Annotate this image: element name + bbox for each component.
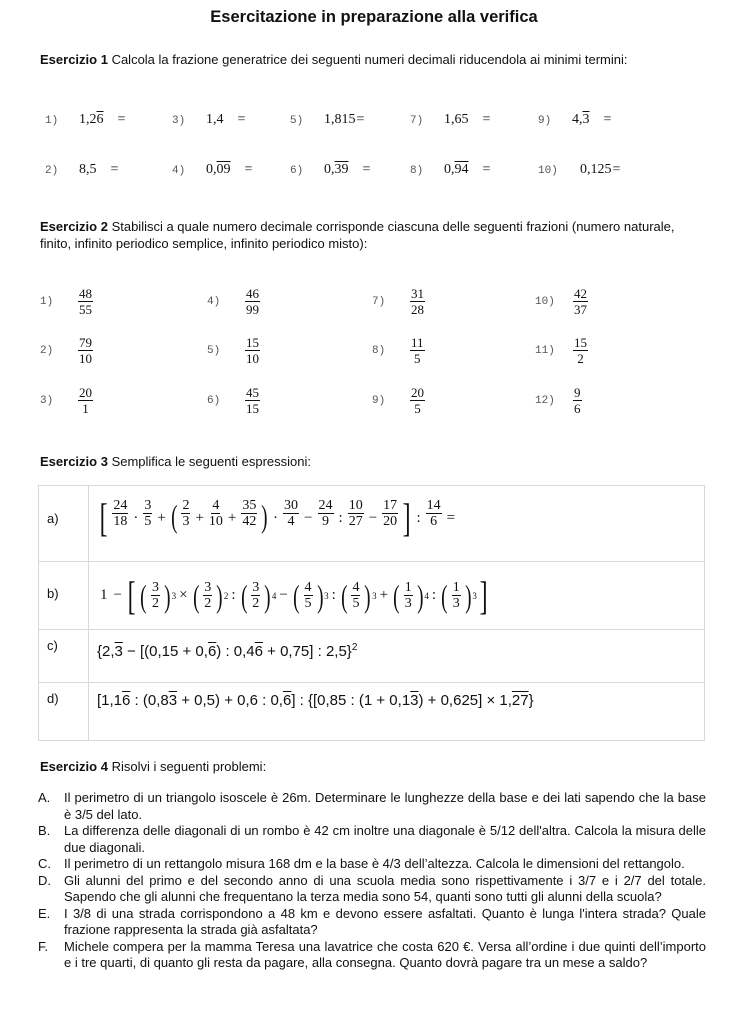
integer-part: 4, (572, 112, 583, 127)
expressions-table (38, 485, 705, 741)
numerator: 79 (79, 335, 92, 350)
problem-item (38, 906, 706, 939)
decimal-number (324, 162, 349, 177)
item-number: 2) (45, 165, 59, 177)
decimal-number (324, 112, 356, 127)
integer-part: 0, (206, 162, 217, 177)
fraction (78, 386, 93, 415)
equals-sign: = (482, 112, 491, 127)
equals-sign: = (482, 162, 491, 177)
fraction (151, 580, 160, 611)
problems-list (38, 790, 706, 972)
numerator: 3 (151, 580, 159, 595)
denominator: 5 (352, 596, 360, 611)
fraction (304, 580, 313, 611)
problem-text: I 3/8 di una strada corrispondono a 48 km e devono essere asfaltati. Quanto è lunga l'intera strada? Quale frazione rappresenta la strada già asfaltata? (64, 905, 706, 937)
item-number: 3) (172, 115, 186, 127)
decimal-number (444, 112, 469, 127)
item-number: 1) (45, 115, 59, 127)
fraction-item (372, 386, 425, 415)
left-bracket: [ (127, 572, 136, 618)
item-number: 5) (207, 344, 221, 357)
problem-item (38, 856, 706, 873)
decimal-item (538, 110, 611, 128)
numerator: 4 (352, 580, 360, 595)
left-paren: ( (292, 577, 300, 614)
equals-sign: = (612, 162, 621, 177)
denominator: 37 (574, 302, 587, 317)
exponent: 4 (424, 590, 429, 601)
decimal-item (45, 110, 125, 128)
right-paren: ) (364, 577, 372, 614)
problem-letter: E. (38, 905, 51, 921)
expression-a: [ 24 18 · 3 5 + ( 2 3 + $\frac{4}{10}$ + $\frac{35}{42}$ ) · 30 4 − $\frac{24}{9}$ : 10 27 − $\frac{17}{20}$ ] : $\frac{14}{6}$ = (99, 495, 456, 540)
fraction (404, 580, 413, 611)
item-number: 1) (40, 295, 54, 308)
fraction: 30 4 (284, 498, 299, 529)
fraction (410, 287, 425, 316)
decimal-item (172, 160, 252, 178)
fraction (245, 386, 260, 415)
problem-text: La differenza delle diagonali di un rombo è 42 cm inoltre una diagonale è 5/12 dell'altra. Calcola la misura delle due diagonali. (64, 823, 706, 855)
denominator: 5 (414, 401, 421, 416)
exercise-3-heading (40, 453, 700, 470)
decimal-number (79, 112, 104, 127)
denominator: 1 (82, 401, 89, 416)
numerator: 15 (574, 335, 587, 350)
problem-text: Il perimetro di un triangolo isoscele è 26m. Determinare le lunghezze della base e dei lati sapendo che la base è 3/5 del lato. (64, 790, 706, 822)
fraction: 10 27 (348, 498, 363, 529)
power-term (239, 577, 277, 614)
item-number: 6) (207, 394, 221, 407)
power-term (138, 577, 177, 614)
fraction: $\frac{14}{6}$ (426, 498, 441, 529)
expression-row-c (39, 630, 704, 683)
equals-sign: = (237, 112, 246, 127)
row-label: b) (39, 562, 89, 629)
operator: + (379, 587, 389, 603)
expression-row-b (39, 562, 704, 630)
fraction (251, 580, 260, 611)
fraction: $\frac{4}{10}$ (208, 498, 223, 529)
operator: : (331, 587, 336, 603)
item-number: 3) (40, 394, 54, 407)
fraction-item (372, 336, 425, 365)
exercise-4-instruction: Risolvi i seguenti problemi: (111, 759, 267, 774)
power-term (439, 577, 477, 614)
expression-d: [1,16 : (0,83 + 0,5) + 0,6 : 0,6] : {[0,85 : (1 + 0,13) + 0,625] × 1,27} (97, 692, 534, 709)
fraction: $\frac{17}{20}$ (383, 498, 398, 529)
denominator: 2 (151, 596, 159, 611)
integer-part: 1,4 (206, 112, 224, 127)
denominator: 2 (577, 351, 584, 366)
periodic-digit: 3 (114, 643, 123, 660)
fraction: $\frac{24}{9}$ (318, 498, 333, 529)
denominator: 5 (304, 596, 312, 611)
numerator: 20 (79, 385, 92, 400)
periodic-part: 39 (334, 162, 349, 177)
item-number: 12) (535, 394, 555, 407)
operator: × (179, 587, 188, 603)
problem-item (38, 790, 706, 823)
periodic-digit: 6 (122, 692, 131, 709)
exponent: 2 (223, 590, 229, 601)
denominator: 2 (204, 596, 212, 611)
right-paren: ) (464, 577, 472, 614)
exercise-3-instruction: Semplifica le seguenti espressioni: (111, 454, 311, 469)
expression-b (89, 562, 704, 629)
periodic-part: 6 (96, 112, 104, 127)
left-paren: ( (240, 577, 248, 614)
numerator: 46 (246, 286, 259, 301)
exponent: 3 (372, 590, 377, 601)
fraction (410, 386, 425, 415)
fraction-item (535, 287, 588, 316)
item-number: 7) (410, 115, 424, 127)
denominator: 15 (246, 401, 259, 416)
periodic-digit: 6 (254, 643, 263, 660)
decimal-item (290, 160, 370, 178)
exponent: 3 (472, 590, 477, 601)
periodic-part: 09 (216, 162, 231, 177)
denominator: 3 (452, 596, 460, 611)
fraction (410, 336, 425, 365)
non-periodic-part: 2 (89, 112, 97, 127)
equals-sign: = (362, 162, 371, 177)
item-number: 4) (207, 295, 221, 308)
exercise-4-label: Esercizio 4 (40, 759, 108, 774)
fraction-item (372, 287, 425, 316)
periodic-part: 94 (454, 162, 469, 177)
denominator: 6 (574, 401, 581, 416)
fraction: 24 18 (113, 498, 128, 529)
right-paren: ) (164, 577, 171, 614)
exponent: 3 (171, 590, 177, 601)
equals-sign: = (244, 162, 253, 177)
left-paren: ( (441, 577, 448, 614)
denominator: 99 (246, 302, 259, 317)
decimal-item (410, 110, 490, 128)
problem-item (38, 823, 706, 856)
numerator: 1 (404, 580, 412, 595)
numerator: 15 (246, 335, 259, 350)
power-term (191, 577, 229, 614)
integer-part: 0,125 (580, 162, 612, 177)
item-number: 8) (410, 165, 424, 177)
problem-text: Gli alunni del primo e del secondo anno di una scuola media sono rispettivamente i 3/7 e i 2/7 del totale. Sapendo che gli alunni che frequentano la terza media sono 54, quanti sono tutti gli alunni della scuola? (64, 872, 706, 904)
right-paren: ) (216, 577, 223, 614)
item-number: 2) (40, 344, 54, 357)
denominator: 2 (252, 596, 260, 611)
problem-letter: B. (38, 823, 51, 838)
denominator: 55 (79, 302, 92, 317)
decimal-item (172, 110, 245, 128)
right-paren: ) (316, 577, 324, 614)
decimal-item (290, 110, 364, 128)
denominator: 10 (246, 351, 259, 366)
numerator: 3 (204, 580, 212, 595)
exercise-4-heading (40, 758, 700, 775)
decimal-number (79, 162, 97, 177)
decimal-number (444, 162, 469, 177)
left-paren: ( (140, 577, 147, 614)
equals-sign: = (110, 162, 119, 177)
left-paren: ( (170, 498, 178, 534)
operator: : (431, 587, 437, 603)
exponent: 2 (351, 642, 358, 653)
decimal-item (538, 160, 620, 178)
numerator: 11 (411, 335, 424, 350)
expression-row-a (39, 486, 704, 562)
integer-part: 0, (324, 162, 335, 177)
fraction (245, 336, 260, 365)
item-number: 7) (372, 295, 386, 308)
integer-part: 0, (444, 162, 455, 177)
fraction: 2 3 (182, 498, 190, 529)
exponent: 3 (324, 590, 329, 601)
decimal-item (45, 160, 118, 178)
exercise-1-heading (40, 51, 700, 68)
numerator: 4 (304, 580, 312, 595)
numerator: 20 (411, 385, 424, 400)
row-label: a) (39, 486, 89, 561)
fraction: 3 5 (144, 498, 152, 529)
item-number: 8) (372, 344, 386, 357)
fraction-item (535, 386, 582, 415)
problem-letter: C. (38, 856, 51, 871)
numerator: 9 (574, 385, 581, 400)
fraction (245, 287, 260, 316)
row-label: c) (39, 630, 89, 682)
fraction-item (40, 287, 93, 316)
fraction (573, 336, 588, 365)
numerator: 31 (411, 286, 424, 301)
right-paren: ) (264, 577, 271, 614)
fraction-item (40, 386, 93, 415)
fraction (78, 336, 93, 365)
periodic-digit: 3 (168, 692, 178, 709)
problem-letter: D. (38, 872, 51, 888)
decimal-number (580, 162, 612, 177)
problem-letter: F. (38, 938, 49, 954)
numerator: 48 (79, 286, 92, 301)
expression-row-d (39, 683, 704, 740)
periodic-digit: 6 (207, 643, 217, 660)
page-title: Esercitazione in preparazione alla verifica (210, 8, 538, 26)
fraction-item (40, 336, 93, 365)
exercise-1-label: Esercizio 1 (40, 52, 108, 67)
power-term (291, 577, 329, 614)
denominator: 28 (411, 302, 424, 317)
right-bracket: ] (402, 495, 411, 540)
integer-part: 1,65 (444, 112, 469, 127)
operator: − (113, 587, 122, 603)
operator: 1 (100, 587, 108, 603)
integer-part: 1, (79, 112, 90, 127)
equals-sign: = (603, 112, 612, 127)
item-number: 6) (290, 165, 304, 177)
exercise-2-heading (40, 218, 700, 252)
problem-text: Il perimetro di un rettangolo misura 168 dm e la base è 4/3 dell’altezza. Calcola le dimensioni del rettangolo. (64, 856, 685, 871)
fraction-item (207, 336, 260, 365)
integer-part: 8,5 (79, 162, 97, 177)
operator: : (231, 587, 236, 603)
decimal-number (572, 112, 590, 127)
fraction (78, 287, 93, 316)
fraction (452, 580, 461, 611)
right-paren: ) (261, 498, 268, 534)
fraction-item (207, 287, 260, 316)
item-number: 4) (172, 165, 186, 177)
integer-part: 1,815 (324, 112, 356, 127)
numerator: 3 (252, 580, 260, 595)
power-term (339, 577, 377, 614)
item-number: 9) (372, 394, 386, 407)
fraction-item (207, 386, 260, 415)
numerator: 42 (574, 286, 587, 301)
problem-text: Michele compera per la mamma Teresa una lavatrice che costa 620 €. Versa all’ordine i due quinti dell’importo e i tre quarti, di quanto gli resta da pagare, alla consegna. Quanto dovrà pagare tra un mese a saldo? (64, 938, 706, 970)
row-label: d) (39, 683, 89, 740)
left-paren: ( (192, 577, 200, 614)
periodic-digit: 6 (282, 692, 292, 709)
denominator: 3 (404, 596, 412, 611)
power-term (391, 577, 429, 614)
operator: − (279, 587, 288, 603)
fraction: $\frac{35}{42}$ (242, 498, 257, 529)
exercise-3-label: Esercizio 3 (40, 454, 108, 469)
problem-letter: A. (38, 790, 51, 805)
right-bracket: ] (479, 572, 488, 618)
numerator: 45 (246, 385, 259, 400)
problem-item (38, 873, 706, 906)
denominator: 5 (414, 351, 421, 366)
exponent: 4 (271, 590, 277, 601)
item-number: 10) (535, 295, 555, 308)
decimal-number (206, 112, 224, 127)
left-bracket: [ (99, 495, 108, 540)
item-number: 9) (538, 115, 552, 127)
problem-item (38, 939, 706, 972)
decimal-item (410, 160, 490, 178)
item-number: 11) (535, 344, 555, 357)
periodic-digit: 3 (410, 692, 419, 709)
fraction (203, 580, 212, 611)
fraction (351, 580, 360, 611)
item-number: 5) (290, 115, 304, 127)
left-paren: ( (393, 577, 400, 614)
fraction (573, 287, 588, 316)
numerator: 1 (452, 580, 460, 595)
denominator: 10 (79, 351, 92, 366)
right-paren: ) (416, 577, 424, 614)
exercise-2-label: Esercizio 2 (40, 219, 108, 234)
periodic-digit: 27 (511, 692, 529, 709)
decimal-number (206, 162, 231, 177)
left-paren: ( (340, 577, 348, 614)
exercise-2-instruction: Stabilisci a quale numero decimale corrisponde ciascuna delle seguenti frazioni (numero naturale, finito, infinito periodico semplice, infinito periodico misto): (40, 219, 675, 251)
item-number: 10) (538, 165, 558, 177)
expression-c: {2,3 − [(0,15 + 0,6) : 0,46 + 0,75] : 2,5}$^2$ (97, 642, 358, 660)
fraction-item (535, 336, 588, 365)
periodic-part: 3 (582, 112, 590, 127)
equals-sign: = (117, 112, 126, 127)
fraction (573, 386, 582, 415)
exercise-1-instruction: Calcola la frazione generatrice dei seguenti numeri decimali riducendola ai minimi termini: (111, 52, 628, 67)
equals-sign: = (356, 112, 365, 127)
